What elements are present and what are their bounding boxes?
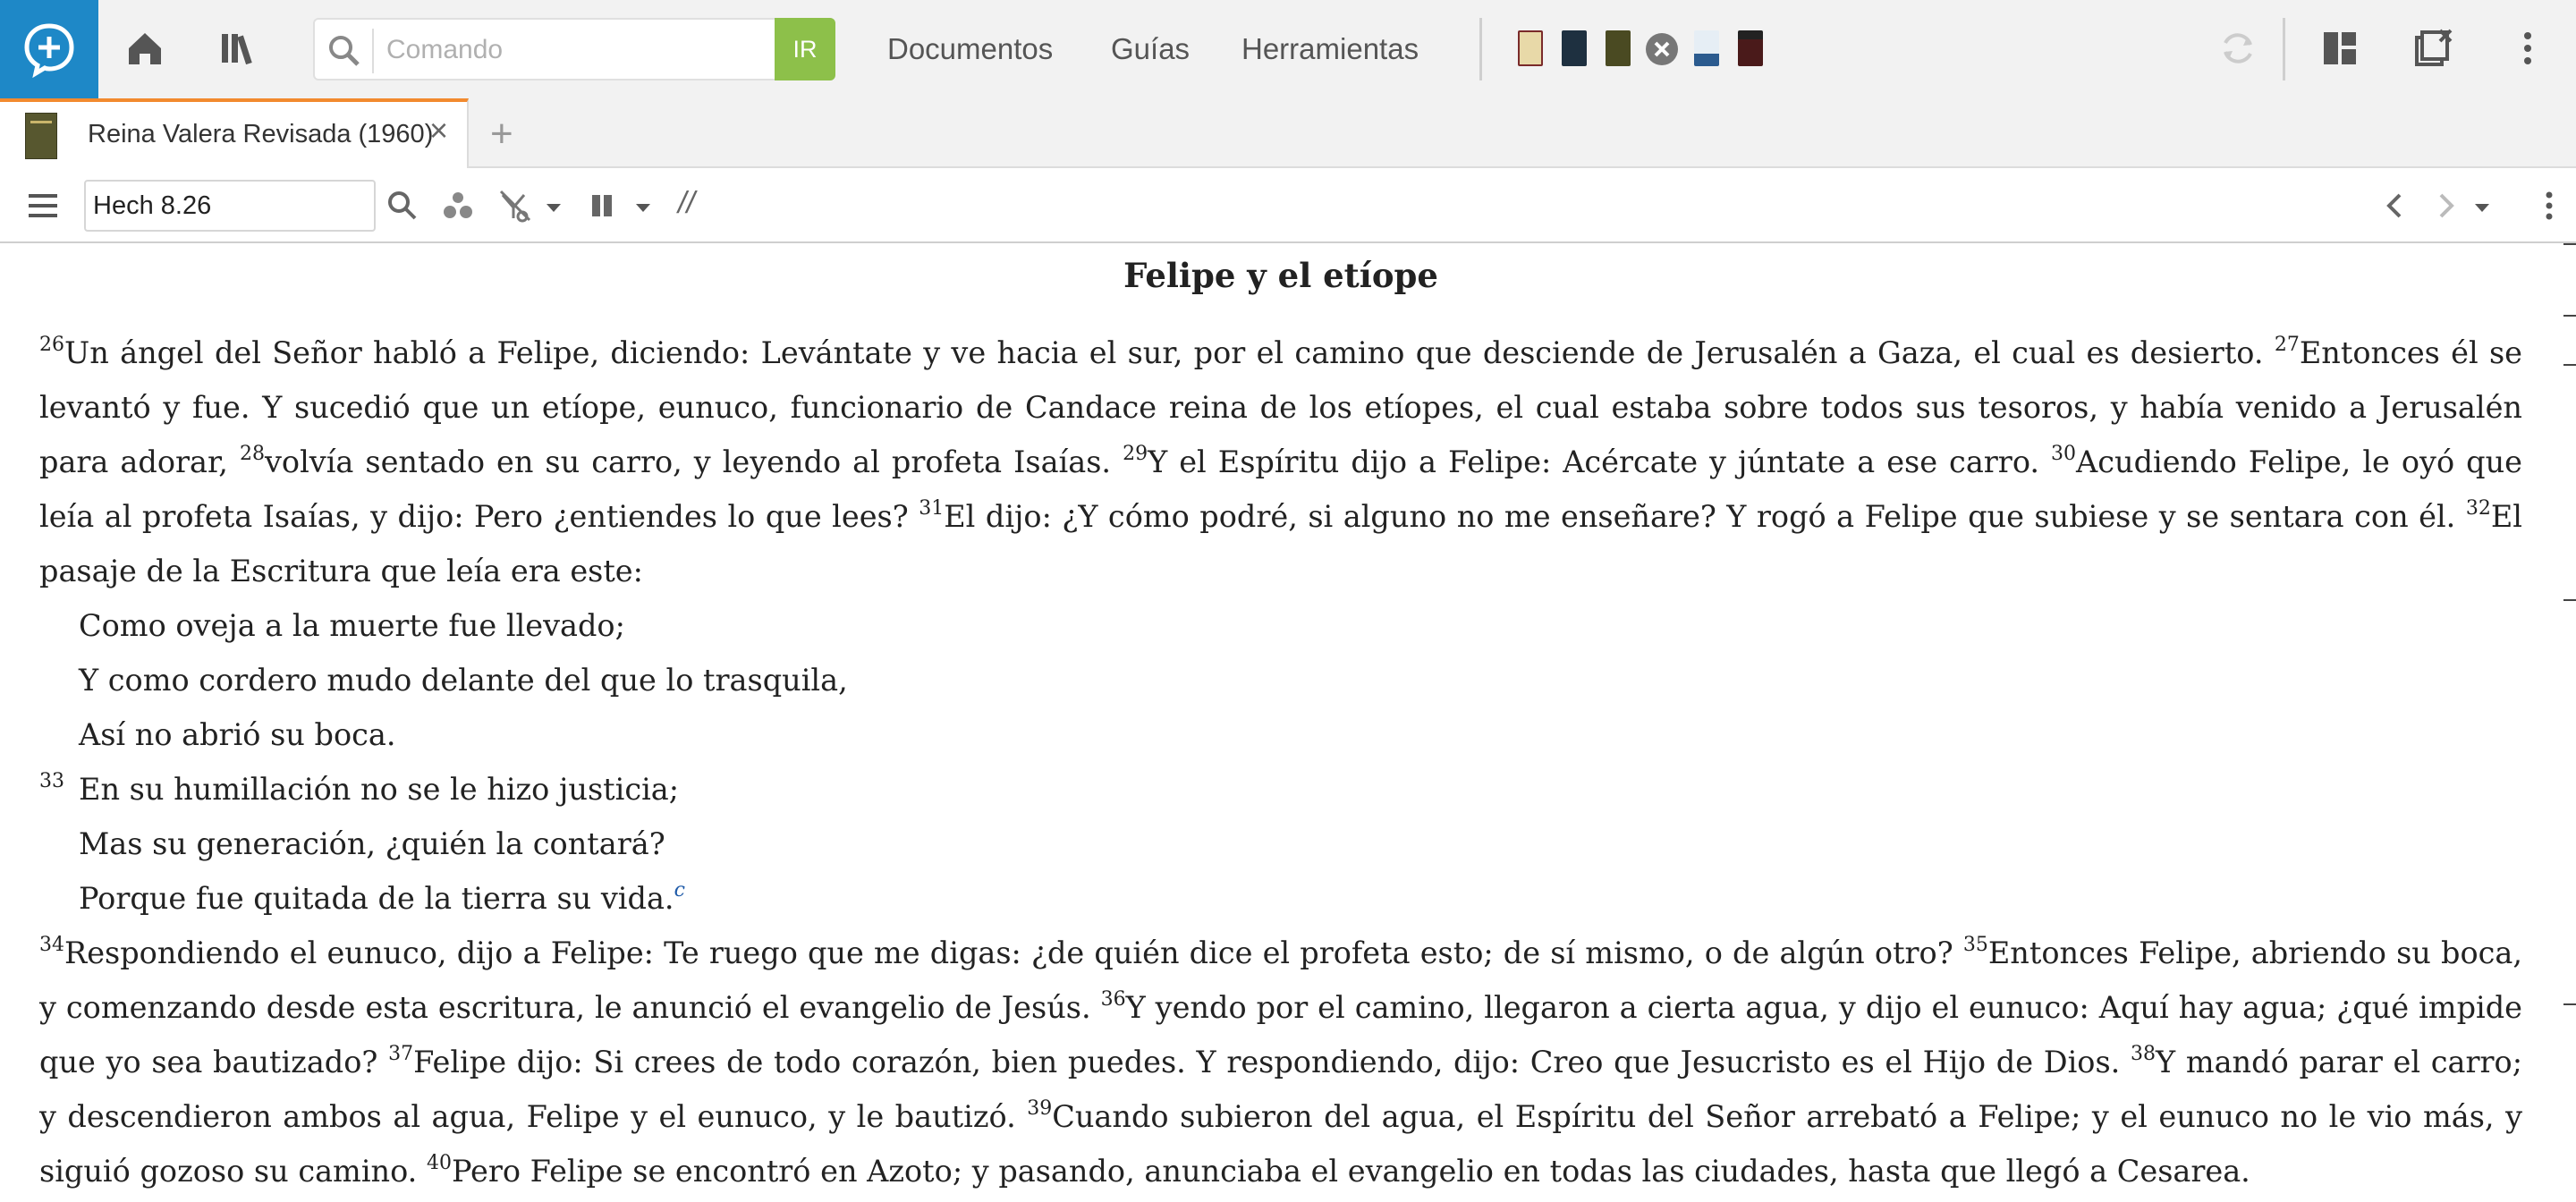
layout-icon[interactable] bbox=[2313, 21, 2367, 75]
verse-number[interactable]: 36 bbox=[1100, 988, 1126, 1011]
verse-number[interactable]: 38 bbox=[2131, 1043, 2157, 1065]
logos-logo-button[interactable] bbox=[0, 0, 98, 98]
verse-text: Felipe dijo: Si crees de todo corazón, bien puedes. Y respondiendo, dijo: Creo que Jesucristo es el Hijo de Dios. bbox=[413, 1045, 2131, 1079]
tab-reina-valera[interactable] bbox=[0, 98, 469, 168]
command-box[interactable] bbox=[313, 18, 835, 80]
shortcut-book-5-icon[interactable] bbox=[1738, 30, 1763, 66]
panel-more-icon[interactable] bbox=[2528, 184, 2571, 227]
verse-number[interactable]: 35 bbox=[1962, 934, 1988, 956]
logos-logo-icon bbox=[20, 20, 79, 79]
scroll-marker bbox=[2563, 599, 2576, 601]
verse-number[interactable]: 30 bbox=[2051, 443, 2077, 465]
shortcut-book-1-icon[interactable] bbox=[1518, 30, 1543, 66]
search-icon bbox=[324, 30, 365, 72]
shortcut-book-2-icon[interactable] bbox=[1562, 30, 1587, 66]
inline-filter-icon[interactable] bbox=[494, 184, 537, 227]
verse-number[interactable]: 26 bbox=[39, 334, 64, 356]
poem-line-33: 33 En su humillación no se le hizo justicia; bbox=[39, 770, 680, 807]
command-divider bbox=[372, 29, 374, 73]
poem-line-last bbox=[39, 871, 2522, 926]
poem-line: Mas su generación, ¿quién la contará? bbox=[79, 826, 665, 861]
close-panels-icon[interactable] bbox=[2406, 21, 2460, 75]
panel-toolbar bbox=[0, 168, 2576, 243]
parallel-resources-button[interactable]: // bbox=[678, 186, 695, 220]
go-button[interactable]: IR bbox=[775, 18, 835, 80]
reference-input[interactable] bbox=[84, 180, 376, 232]
columns-dropdown[interactable] bbox=[636, 204, 650, 212]
verse-number[interactable]: 29 bbox=[1123, 443, 1148, 465]
paragraph-2 bbox=[39, 926, 2522, 1198]
chevron-left-icon[interactable] bbox=[2374, 184, 2417, 227]
add-tab-button[interactable]: + bbox=[490, 112, 513, 156]
scroll-marker bbox=[2563, 315, 2576, 317]
shortcut-book-3-icon[interactable] bbox=[1606, 30, 1631, 66]
bible-text-panel[interactable] bbox=[0, 243, 2576, 1202]
verse-number[interactable]: 39 bbox=[1027, 1097, 1053, 1120]
verse-number[interactable]: 27 bbox=[2274, 334, 2300, 356]
verse-text: Acudiendo Felipe, le oyó que leía al profeta Isaías, y dijo: Pero ¿entiendes lo que lees? bbox=[39, 444, 2522, 534]
verse-text: El pasaje de la Escritura que leía era este: bbox=[39, 499, 2522, 588]
verse-number[interactable]: 32 bbox=[2465, 497, 2491, 520]
tab-title: Reina Valera Revisada (1960) bbox=[88, 120, 434, 148]
chevron-right-icon[interactable] bbox=[2424, 184, 2467, 227]
inline-filter-dropdown[interactable] bbox=[547, 204, 561, 212]
sync-icon[interactable] bbox=[2211, 21, 2265, 75]
menu-tools[interactable]: Herramientas bbox=[1241, 32, 1419, 65]
footnote-marker[interactable]: c bbox=[674, 879, 685, 902]
verse-text: Porque fue quitada de la tierra su vida. bbox=[79, 881, 674, 916]
verse-number[interactable]: 31 bbox=[919, 497, 945, 520]
tab-close-button[interactable]: × bbox=[429, 112, 449, 148]
paragraph-1 bbox=[39, 326, 2522, 598]
library-icon[interactable] bbox=[213, 21, 267, 75]
close-circle-icon[interactable] bbox=[1636, 23, 1688, 75]
more-menu-icon[interactable] bbox=[2501, 21, 2555, 75]
scroll-marker bbox=[2563, 364, 2576, 366]
shortcut-book-4-icon[interactable] bbox=[1694, 30, 1719, 66]
visual-filter-icon[interactable] bbox=[436, 184, 479, 227]
passage-text bbox=[39, 326, 2522, 1198]
poem-line: Como oveja a la muerte fue llevado; bbox=[79, 608, 625, 643]
verse-text: En su humillación no se le hizo justicia; bbox=[79, 772, 680, 807]
toolbar-divider bbox=[1479, 18, 1482, 80]
verse-text: Y mandó parar el carro; y descendieron ambos al agua, Felipe y el eunuco, y le bautizó. bbox=[39, 1045, 2523, 1134]
command-input[interactable] bbox=[386, 29, 726, 72]
poem-line: Y como cordero mudo delante del que lo trasquila, bbox=[79, 663, 848, 698]
search-icon[interactable] bbox=[381, 184, 424, 227]
verse-text: Y el Espíritu dijo a Felipe: Acércate y júntate a ese carro. bbox=[1148, 444, 2052, 479]
toolbar-divider-right bbox=[2283, 18, 2285, 80]
menu-documents[interactable]: Documentos bbox=[887, 32, 1054, 65]
verse-number[interactable]: 37 bbox=[388, 1043, 414, 1065]
book-cover-icon bbox=[25, 113, 57, 159]
verse-text: Entonces Felipe, abriendo su boca, y comenzando desde esta escritura, le anunció el evangelio de Jesús. bbox=[39, 935, 2522, 1025]
home-icon[interactable] bbox=[118, 21, 172, 75]
verse-text: volvía sentado en su carro, y leyendo al profeta Isaías. bbox=[264, 444, 1123, 479]
verse-number[interactable]: 40 bbox=[426, 1152, 452, 1174]
scroll-marker bbox=[2563, 1003, 2576, 1005]
verse-text: Cuando subieron del agua, el Espíritu del Señor arrebató a Felipe; y el eunuco no le vio más, y siguió gozoso su camino. bbox=[39, 1099, 2522, 1189]
verse-text: Pero Felipe se encontró en Azoto; y pasando, anunciaba el evangelio en todas las ciudades, hasta que llegó a Cesarea. bbox=[451, 1154, 2250, 1189]
menu-guides[interactable]: Guías bbox=[1111, 32, 1191, 65]
verse-text: Un ángel del Señor habló a Felipe, diciendo: Levántate y ve hacia el sur, por el camino que desciende de Jerusalén a Gaza, el cual es desierto. bbox=[64, 335, 2275, 370]
verse-text: El dijo: ¿Y cómo podré, si alguno no me enseñare? Y rogó a Felipe que subiese y se sentara con él. bbox=[944, 499, 2466, 534]
tab-bar bbox=[0, 98, 2576, 168]
verse-text: Respondiendo el eunuco, dijo a Felipe: Te ruego que me digas: ¿de quién dice el profeta esto; de sí mismo, o de algún otro? bbox=[64, 935, 1963, 970]
verse-text: Entonces él se levantó y fue. Y sucedió que un etíope, eunuco, funcionario de Candace reina de los etíopes, el cual estaba sobre todos sus tesoros, y había venido a Jerusalén para adorar, bbox=[39, 335, 2523, 479]
scroll-marker bbox=[2563, 243, 2576, 245]
text-columns-icon[interactable] bbox=[581, 184, 624, 227]
poem-line: Así no abrió su boca. bbox=[79, 717, 396, 752]
history-dropdown[interactable] bbox=[2475, 204, 2489, 212]
panel-menu-icon[interactable] bbox=[21, 184, 64, 227]
section-heading: Felipe y el etíope bbox=[1123, 256, 1438, 295]
verse-number[interactable]: 28 bbox=[239, 443, 265, 465]
top-toolbar bbox=[0, 0, 2576, 98]
verse-text: Y yendo por el camino, llegaron a cierta agua, y dijo el eunuco: Aquí hay agua; ¿qué impide que yo sea bautizado? bbox=[39, 990, 2522, 1079]
verse-number[interactable]: 34 bbox=[39, 934, 64, 956]
